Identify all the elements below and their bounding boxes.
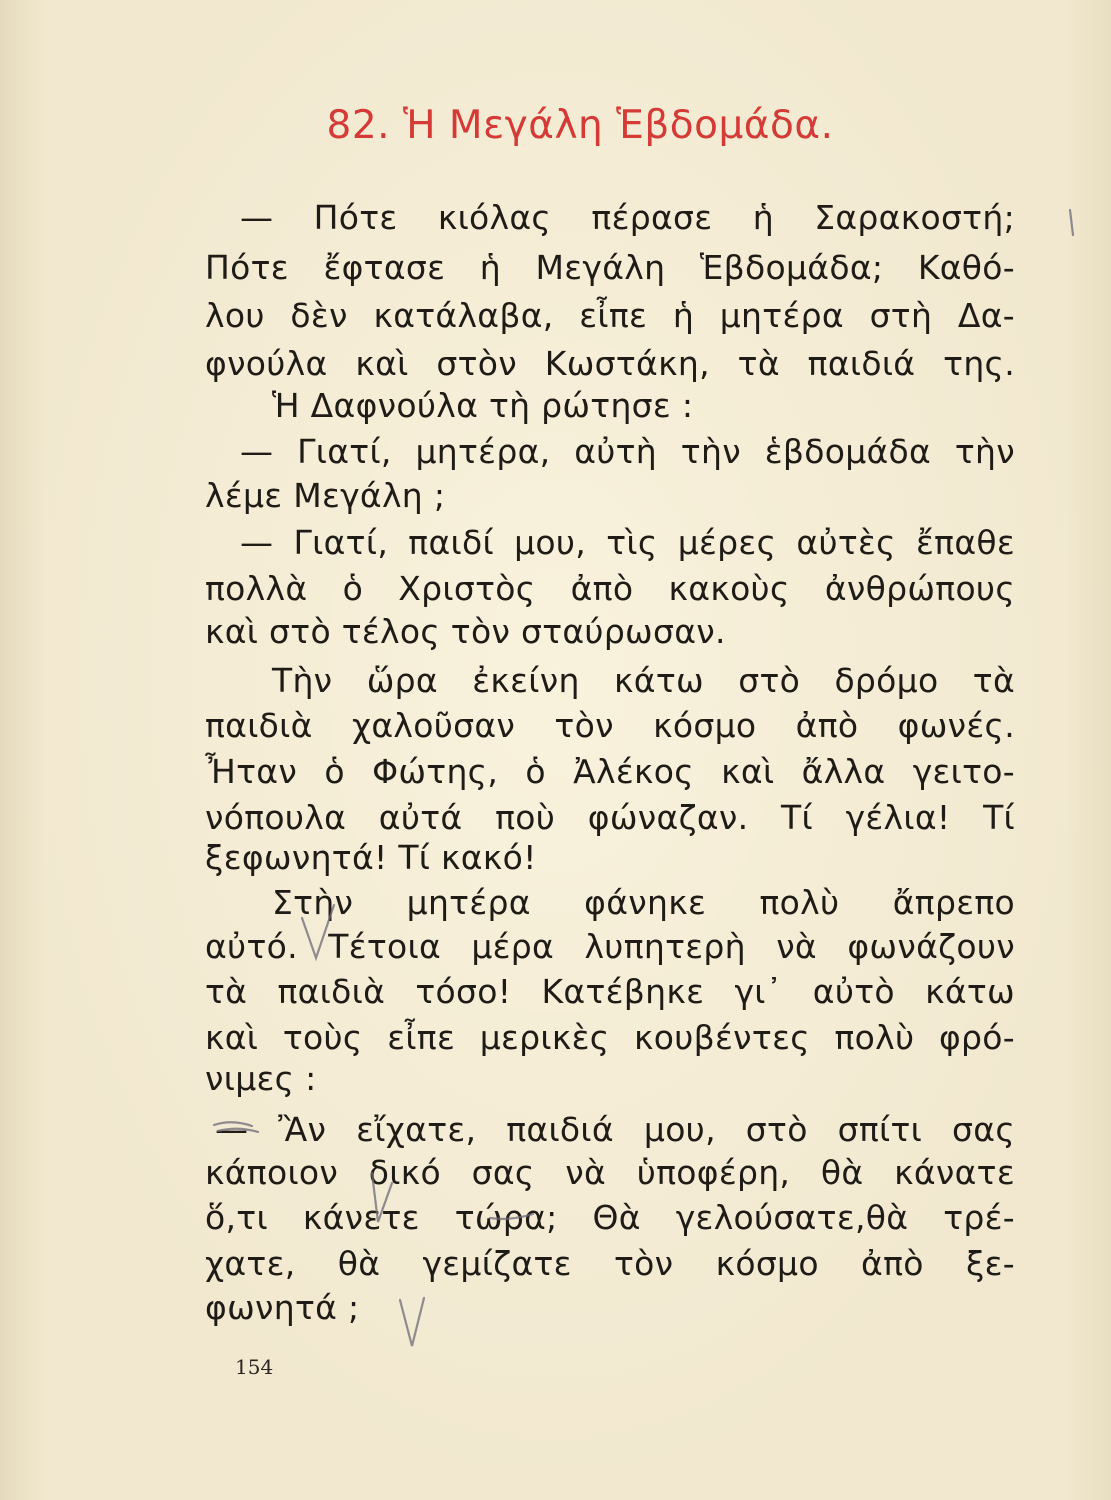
text-line: παιδιὰ χαλοῦσαν τὸν κόσμο ἀπὸ φωνές. [205,706,1015,745]
text-line: καὶ τοὺς εἶπε μερικὲς κουβέντες πολὺ φρό- [205,1018,1015,1057]
text-line: Στὴν μητέρα φάνηκε πολὺ ἄπρεπο [272,883,1015,922]
chapter-title: 82. Ἡ Μεγάλη Ἑβδομάδα. [326,103,834,148]
text-line: καὶ στὸ τέλος τὸν σταύρωσαν. [205,612,726,651]
text-line: Τὴν ὥρα ἐκείνη κάτω στὸ δρόμο τὰ [272,661,1015,700]
text-line: πολλὰ ὁ Χριστὸς ἀπὸ κακοὺς ἀνθρώπους [205,569,1015,608]
pencil-stray-mark [1070,210,1073,235]
text-line: ὅ,τι κάνετε τώρα; Θὰ γελούσατε,θὰ τρέ- [205,1198,1015,1237]
text-line: Ἦταν ὁ Φώτης, ὁ Ἀλέκος καὶ ἄλλα γειτο- [205,752,1015,791]
text-line: λου δὲν κατάλαβα, εἶπε ἡ μητέρα στὴ Δα- [205,296,1015,335]
text-line: χατε, θὰ γεμίζατε τὸν κόσμο ἀπὸ ξε- [205,1244,1015,1283]
text-line: ξεφωνητά! Τί κακό! [205,838,537,877]
page-number: 154 [235,1355,274,1379]
text-line: νόπουλα αὐτά ποὺ φώναζαν. Τί γέλια! Τί [205,798,1015,837]
text-line: νιμες : [205,1059,317,1098]
text-line: φνούλα καὶ στὸν Κωστάκη, τὰ παιδιά της. [205,344,1015,383]
text-line: αὐτό. Τέτοια μέρα λυπητερὴ νὰ φωνάζουν [205,927,1015,966]
text-line: — Γιατί, μητέρα, αὐτὴ τὴν ἑβδομάδα τὴν [240,432,1015,471]
text-line: λέμε Μεγάλη ; [205,476,446,515]
text-line: Ἡ Δαφνούλα τὴ ρώτησε : [272,386,694,425]
text-line: Πότε ἔφτασε ἡ Μεγάλη Ἑβδομάδα; Καθό- [205,248,1015,287]
text-line: — Γιατί, παιδί μου, τὶς μέρες αὐτὲς ἔπαθε [240,523,1015,562]
text-line: τὰ παιδιὰ τόσο! Κατέβηκε γι᾽ αὐτὸ κάτω [205,972,1015,1011]
text-line: φωνητά ; [205,1288,360,1327]
text-line: — Ἂν εἴχατε, παιδιά μου, στὸ σπίτι σας [215,1110,1015,1149]
text-line: — Πότε κιόλας πέρασε ἡ Σαρακοστή; [240,198,1015,237]
text-line: κάποιον δικό σας νὰ ὑποφέρη, θὰ κάνατε [205,1153,1015,1192]
